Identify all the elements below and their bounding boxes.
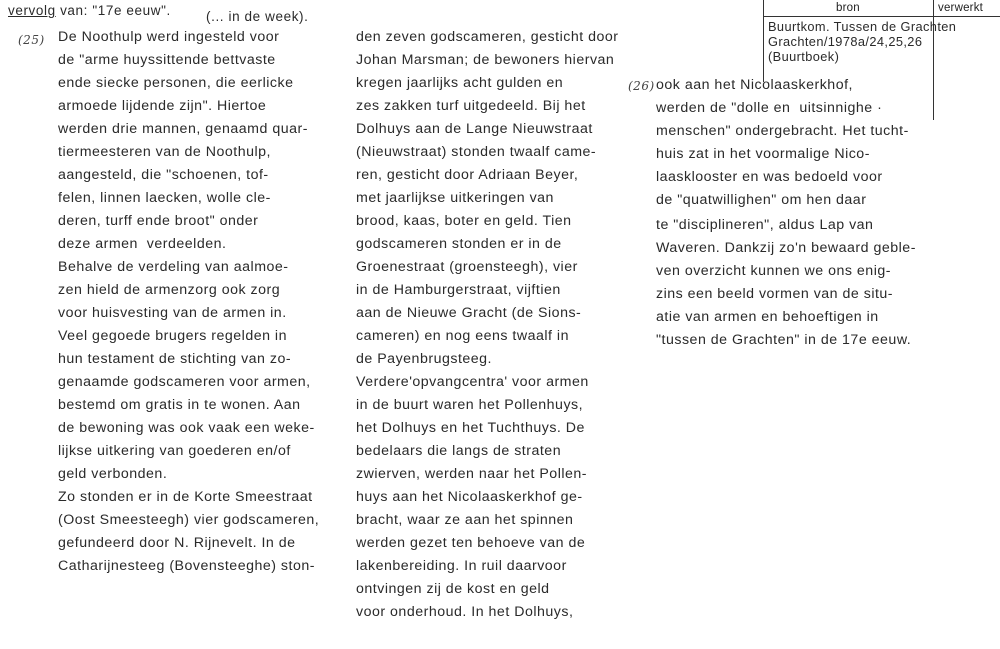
text-line: zins een beeld vormen van de situ- <box>656 286 894 302</box>
text-line: laasklooster en was bedoeld voor <box>656 169 883 185</box>
text-line: aan de Nieuwe Gracht (de Sions- <box>356 305 582 321</box>
text-line: deze armen verdeelden. <box>58 236 227 252</box>
text-line: genaamde godscameren voor armen, <box>58 374 311 390</box>
text-line: geld verbonden. <box>58 466 168 482</box>
text-line: werden de "dolle en uitsinnighe · <box>656 100 883 116</box>
text-line: lakenbereiding. In ruil daarvoor <box>356 558 567 574</box>
text-line: Veel gegoede brugers regelden in <box>58 328 287 344</box>
text-line: ven overzicht kunnen we ons enig- <box>656 263 891 279</box>
text-line: voor huisvesting van de armen in. <box>58 305 287 321</box>
text-line: Dolhuys aan de Lange Nieuwstraat <box>356 121 593 137</box>
source-citation <box>768 19 956 64</box>
text-line: gefundeerd door N. Rijnevelt. In de <box>58 535 296 551</box>
van-text: van: "17e eeuw". <box>55 3 171 18</box>
text-line: het Dolhuys en het Tuchthuys. De <box>356 420 585 436</box>
text-line: Catharijnesteeg (Bovensteeghe) ston- <box>58 558 315 574</box>
text-line: Behalve de verdeling van aalmoe- <box>58 259 289 275</box>
vervolg-label: vervolg <box>8 3 56 18</box>
text-line: bedelaars die langs de straten <box>356 443 562 459</box>
text-line: de "arme huyssittende bettvaste <box>58 52 276 68</box>
text-line: in de Hamburgerstraat, vijftien <box>356 282 561 298</box>
text-line: Groenestraat (groensteegh), vier <box>356 259 578 275</box>
margin-note-26: (26) <box>628 79 655 93</box>
text-line: ende siecke personen, die eerlicke <box>58 75 294 91</box>
page-header <box>8 3 171 18</box>
text-line: De Noothulp werd ingesteld voor <box>58 29 280 45</box>
text-line: "tussen de Grachten" in de 17e eeuw. <box>656 332 912 348</box>
text-line: kregen jaarlijks acht gulden en <box>356 75 564 91</box>
bron-header: bron <box>836 2 860 14</box>
text-line: bracht, waar ze aan het spinnen <box>356 512 574 528</box>
text-line: hun testament de stichting van zo- <box>58 351 292 367</box>
text-line: felen, linnen laecken, wolle cle- <box>58 190 271 206</box>
text-line: ren, gesticht door Adriaan Beyer, <box>356 167 579 183</box>
text-line: zwierven, werden naar het Pollen- <box>356 466 588 482</box>
text-line: cameren) en nog eens twaalf in <box>356 328 569 344</box>
text-line: Verdere'opvangcentra' voor armen <box>356 374 589 390</box>
text-line: Zo stonden er in de Korte Smeestraat <box>58 489 313 505</box>
text-line: met jaarlijkse uitkeringen van <box>356 190 554 206</box>
text-line: Waveren. Dankzij zo'n bewaard geble- <box>656 240 916 256</box>
text-line: de bewoning was ook vaak een weke- <box>58 420 315 436</box>
text-line: werden gezet ten behoeve van de <box>356 535 586 551</box>
text-line: bestemd om gratis in te wonen. Aan <box>58 397 301 413</box>
text-line: menschen" ondergebracht. Het tucht- <box>656 123 909 139</box>
text-line: de "quatwillighen" om hen daar <box>656 192 867 208</box>
text-line: werden drie mannen, genaamd quar- <box>58 121 308 137</box>
text-line: brood, kaas, boter en geld. Tien <box>356 213 572 229</box>
text-line: aangesteld, die "schoenen, tof- <box>58 167 269 183</box>
text-line: atie van armen en behoeftigen in <box>656 309 879 325</box>
table-left-border <box>763 0 764 82</box>
text-line: den zeven godscameren, gesticht door <box>356 29 619 45</box>
margin-note-25: (25) <box>18 33 45 47</box>
text-line: in de buurt waren het Pollenhuys, <box>356 397 584 413</box>
text-line: ook aan het Nicolaaskerkhof, <box>656 77 853 93</box>
text-line: armoede lijdende zijn". Hiertoe <box>58 98 267 114</box>
table-header-rule <box>763 16 1000 17</box>
source-line: Buurtkom. Tussen de Grachten <box>768 19 957 34</box>
text-line: (Nieuwstraat) stonden twaalf came- <box>356 144 597 160</box>
text-line: (Oost Smeesteegh) vier godscameren, <box>58 512 320 528</box>
text-line: de Payenbrugsteeg. <box>356 351 492 367</box>
text-line: zes zakken turf uitgedeeld. Bij het <box>356 98 586 114</box>
text-line: godscameren stonden er in de <box>356 236 562 252</box>
text-line: voor onderhoud. In het Dolhuys, <box>356 604 574 620</box>
text-line: ontvingen zij de kost en geld <box>356 581 550 597</box>
verwerkt-header: verwerkt <box>938 2 984 14</box>
text-line: zen hield de armenzorg ook zorg <box>58 282 281 298</box>
text-line: te "disciplineren", aldus Lap van <box>656 217 874 233</box>
source-line: (Buurtboek) <box>768 49 840 64</box>
text-line: deren, turff ende broot" onder <box>58 213 259 229</box>
text-line: Johan Marsman; de bewoners hiervan <box>356 52 615 68</box>
source-line: Grachten/1978a/24,25,26 <box>768 34 923 49</box>
text-line: tiermeesteren van de Noothulp, <box>58 144 271 160</box>
week-text: (... in de week). <box>206 9 309 24</box>
text-line: huys aan het Nicolaaskerkhof ge- <box>356 489 583 505</box>
text-line: huis zat in het voormalige Nico- <box>656 146 870 162</box>
text-line: lijkse uitkering van goederen en/of <box>58 443 291 459</box>
